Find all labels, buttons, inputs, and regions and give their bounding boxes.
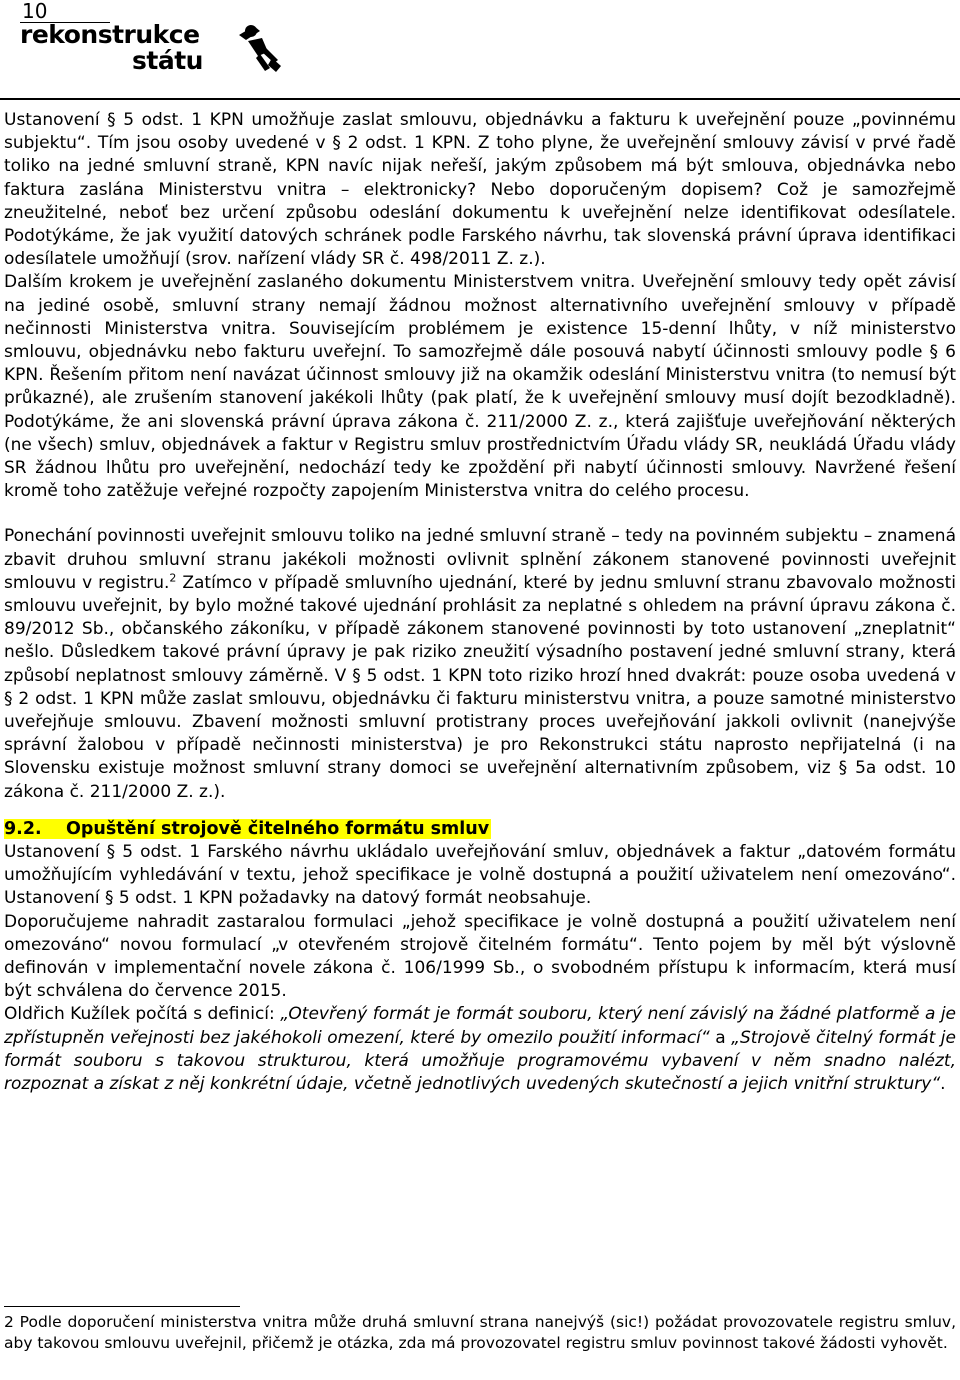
worker-figure-icon [234, 22, 282, 74]
quote-paragraph [4, 1003, 956, 1096]
paragraph-text: Ponechání povinnosti uveřejnit smlouvu toliko na jedné smluvní straně – tedy na povinném subjektu – znamená zbavit druhou smluvní stranu jakékoli možnosti ovlivnit splnění zákonem stanovené povinnosti uveřejnit smlouvu v registru. [4, 526, 956, 593]
quote-lead: Oldřich Kužílek počítá s definicí: [4, 1004, 281, 1025]
section-heading-highlight [4, 819, 491, 839]
page-header [0, 0, 960, 100]
paragraph: Dalším krokem je uveřejnění zaslaného dokumentu Ministerstvem vnitra. Uveřejnění smlouvy tedy opět závisí na jediné osobě, smluvní strany nemají žádnou možnost alternativního uveřejnění smlouvy v případě nečinnosti Ministerstva vnitra. Souvisejícím problémem je existence 15-denní lhůty, v níž ministerstvo smlouvu, objednávku nebo fakturu uveřejní. To samozřejmě dále posouvá nabytí účinnosti smlouvy podle § 6 KPN. Řešením přitom není navázat účinnost smlouvy již na okamžik odeslání Ministerstvu vnitra (to nemusí být průkazné), ale zrušením stanovení jakékoli lhůty (pak platí, že k uveřejnění smlouvy musí dojít bezodkladně). Podotýkáme, že ani slovenská právní úprava zákona č. 211/2000 Z. z., která zajišťuje uveřejňování některých (ne všech) smluv, objednávek a faktur v Registru smluv prostřednictvím Úřadu vlády SR, neukládá Úřadu vlády SR žádnou lhůtu pro uveřejnění, nedochází tedy ke zpoždění při nabytí účinnosti smlouvy. Navržené řešení kromě toho zatěžuje veřejné rozpočty zapojením Ministerstva vnitra do celého procesu. [4, 272, 956, 502]
paragraph: Doporučujeme nahradit zastaralou formulaci „jehož specifikace je volně dostupná a použití uživatelem není omezováno“ novou formulací „v otevřeném strojově čitelném formátu“. Tento pojem by měl být výslovně definován v implementační novele zákona č. 106/1999 Sb., o svobodném přístupu k informacím, která musí být schválena do července 2015. [4, 911, 956, 1002]
quote-definition-machine-readable: „Strojově čitelný formát je formát souboru s takovou strukturou, která umožňuje programovému vybavení v něm snadno nalézt, rozpoznat a získat z něj konkrétní údaje, včetně jednotlivých uvedených skutečností a jejich vnitřní struktury“ [4, 1027, 956, 1094]
paragraph: Ustanovení § 5 odst. 1 Farského návrhu ukládalo uveřejňování smluv, objednávek a faktur „datovém formátu umožňujícím vyhledávání v textu, jehož specifikace je volně dostupná a použití uživatelem není omezováno“. Ustanovení § 5 odst. 1 KPN požadavky na datový formát neobsahuje. [4, 841, 956, 909]
header-divider [0, 98, 960, 100]
paragraph-text: Zatímco v případě smluvního ujednání, které by jednu smluvní stranu zbavovalo možnosti smlouvu uveřejnit, by bylo možné takové ujednání prohlásit za neplatné s ohledem na právní úpravu zákona č. 89/2012 Sb., občanského zákoníku, v případě zákonem stanovené povinnosti by toto ustanovení „zneplatnit“ nešlo. Důsledkem takové právní úpravy je pak riziko zneužití výsadního postavení jedné smluvní strany, která způsobí neplatnost smlouvy záměrně. V § 5 odst. 1 KPN toto riziko hrozí hned dvakrát: pouze osoba uvedená v § 2 odst. 1 KPN může zaslat smlouvu, objednávku či fakturu ministerstvu vnitra, a pouze samotné ministerstvo uveřejňuje smlouvu. Zbavení možnosti smluvní protistrany proces uveřejňování jakkoli ovlivnit (nanejvýše správní žalobou v případě nečinnosti ministerstva) je pro Rekonstrukci státu naprosto nepřijatelná (i na Slovensku existuje možnost smluvní strany domoci se uveřejnění alternativním způsobem, viz § 5a odst. 10 zákona č. 211/2000 Z. z.). [4, 572, 956, 802]
section-title: Opuštění strojově čitelného formátu smluv [66, 818, 490, 839]
quote-end: . [940, 1073, 946, 1094]
page-number: 10 [22, 0, 48, 23]
quote-definition-open-format: „Otevřený formát je formát souboru, který není závislý na žádné platformě a je zpřístupněn veřejnosti bez jakéhokoli omezení, které by omezilo použití informací“ [4, 1004, 957, 1048]
rekonstrukce-statu-logo [20, 22, 280, 78]
section-heading [4, 818, 956, 841]
paragraph-gap [4, 503, 956, 525]
paragraph [4, 525, 956, 803]
quote-join: a [709, 1027, 732, 1048]
footnote-reference[interactable]: 2 [169, 571, 177, 585]
document-body [4, 109, 956, 1096]
section-number: 9.2. [4, 818, 42, 839]
paragraph: Ustanovení § 5 odst. 1 KPN umožňuje zaslat smlouvu, objednávku a fakturu k uveřejnění pouze „povinnému subjektu“. Tím jsou osoby uvedené v § 2 odst. 1 KPN. Z toho plyne, že uveřejnění smlouvy závisí v prvé řadě toliko na jedné smluvní straně, KPN navíc nijak neřeší, jakým způsobem má být smlouva, objednávka nebo faktura zaslána Ministerstvu vnitra – elektronicky? Nebo doporučeným dopisem? Což je samozřejmě zneužitelné, neboť bez určení způsobu odeslání dokumentu k uveřejnění nelze identifikovat odesílatele. Podotýkáme, že jak využití datových schránek podle Farského návrhu, tak slovenská právní úprava identifikaci odesílatele umožňují (srov. nařízení vlády SR č. 498/2011 Z. z.). [4, 110, 956, 270]
footnote: 2 Podle doporučení ministerstva vnitra může druhá smluvní strana nanejvýš (sic!) požádat provozovatele registru smluv, aby takovou smlouvu uveřejnil, přičemž je otázka, zda má provozovatel registru smluv povinnost takové žádosti vyhovět. [4, 1313, 956, 1352]
logo-line1: rekonstrukce [20, 20, 200, 49]
logo-line2: státu [132, 46, 203, 75]
footnote-divider [4, 1306, 240, 1307]
